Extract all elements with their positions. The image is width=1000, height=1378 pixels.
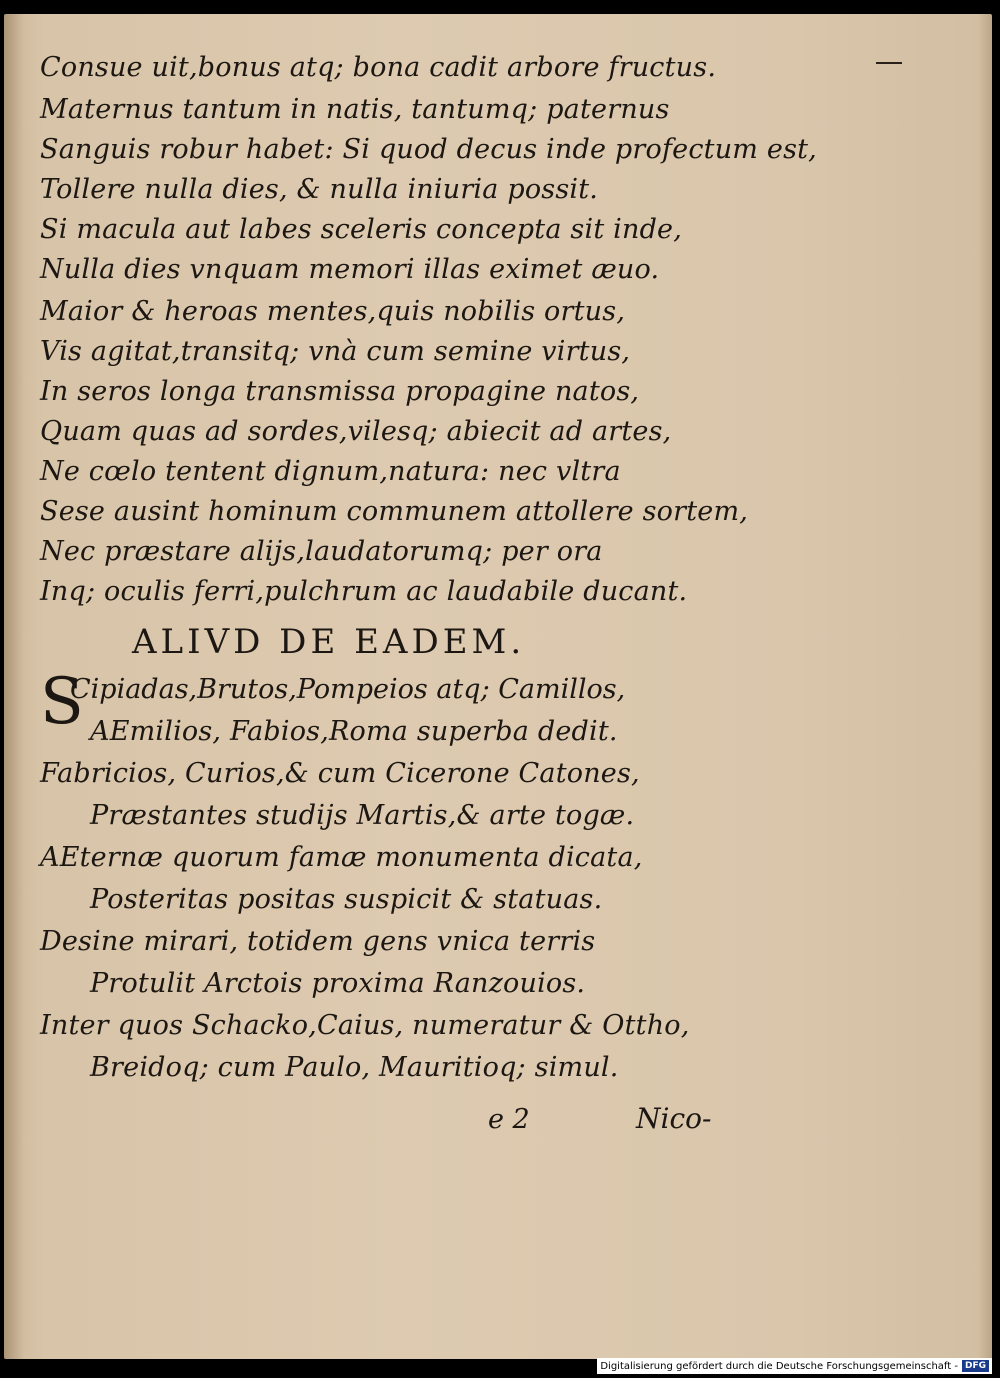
verse-line: Tollere nulla dies, & nulla iniuria possit.: [40, 174, 599, 205]
verse-line: Vis agitat,transitq; vnà cum semine virtus,: [40, 336, 631, 367]
verse-line: AEmilios, Fabios,Roma superba dedit.: [90, 716, 618, 747]
verse-line: Fabricios, Curios,& cum Cicerone Catones,: [40, 758, 640, 789]
verse-line: AEternæ quorum famæ monumenta dicata,: [40, 842, 643, 873]
credit-text: Digitalisierung gefördert durch die Deutsche Forschungsgemeinschaft -: [600, 1360, 958, 1372]
verse-line: In seros longa transmissa propagine natos,: [40, 376, 640, 407]
poem-heading: ALIVD DE EADEM.: [132, 622, 526, 662]
signature-mark: e 2: [488, 1104, 530, 1135]
verse-line: Cipiadas,Brutos,Pompeios atq; Camillos,: [70, 674, 626, 705]
drop-capital: S: [40, 665, 84, 739]
verse-line: Quam quas ad sordes,vilesq; abiecit ad artes,: [40, 416, 672, 447]
margin-mark: [876, 62, 902, 64]
verse-line: Sanguis robur habet: Si quod decus inde profectum est,: [40, 134, 817, 165]
verse-line: Maior & heroas mentes,quis nobilis ortus,: [40, 296, 626, 327]
book-page: [4, 14, 992, 1359]
verse-line: Ne cœlo tentent dignum,natura: nec vltra: [40, 456, 621, 487]
verse-line: Præstantes studijs Martis,& arte togæ.: [90, 800, 635, 831]
catchword: Nico-: [636, 1102, 712, 1135]
verse-line: Inter quos Schacko,Caius, numeratur & Ottho,: [40, 1010, 690, 1041]
verse-line: Nulla dies vnquam memori illas eximet æuo.: [40, 254, 660, 285]
verse-line: Protulit Arctois proxima Ranzouios.: [90, 968, 586, 999]
verse-line: Consue uit,bonus atq; bona cadit arbore fructus.: [40, 52, 717, 83]
verse-line: Posteritas positas suspicit & statuas.: [90, 884, 603, 915]
verse-line: Inq; oculis ferri,pulchrum ac laudabile ducant.: [40, 576, 688, 607]
verse-line: Desine mirari, totidem gens vnica terris: [40, 926, 596, 957]
verse-line: Maternus tantum in natis, tantumq; paternus: [40, 94, 670, 125]
verse-line: Nec præstare alijs,laudatorumq; per ora: [40, 536, 603, 567]
verse-line: Si macula aut labes sceleris concepta sit inde,: [40, 214, 683, 245]
verse-line: Breidoq; cum Paulo, Mauritioq; simul.: [90, 1052, 619, 1083]
verse-line: Sese ausint hominum communem attollere sortem,: [40, 496, 749, 527]
dfg-logo-icon: DFG: [962, 1360, 989, 1372]
digitization-credit: [597, 1358, 992, 1374]
